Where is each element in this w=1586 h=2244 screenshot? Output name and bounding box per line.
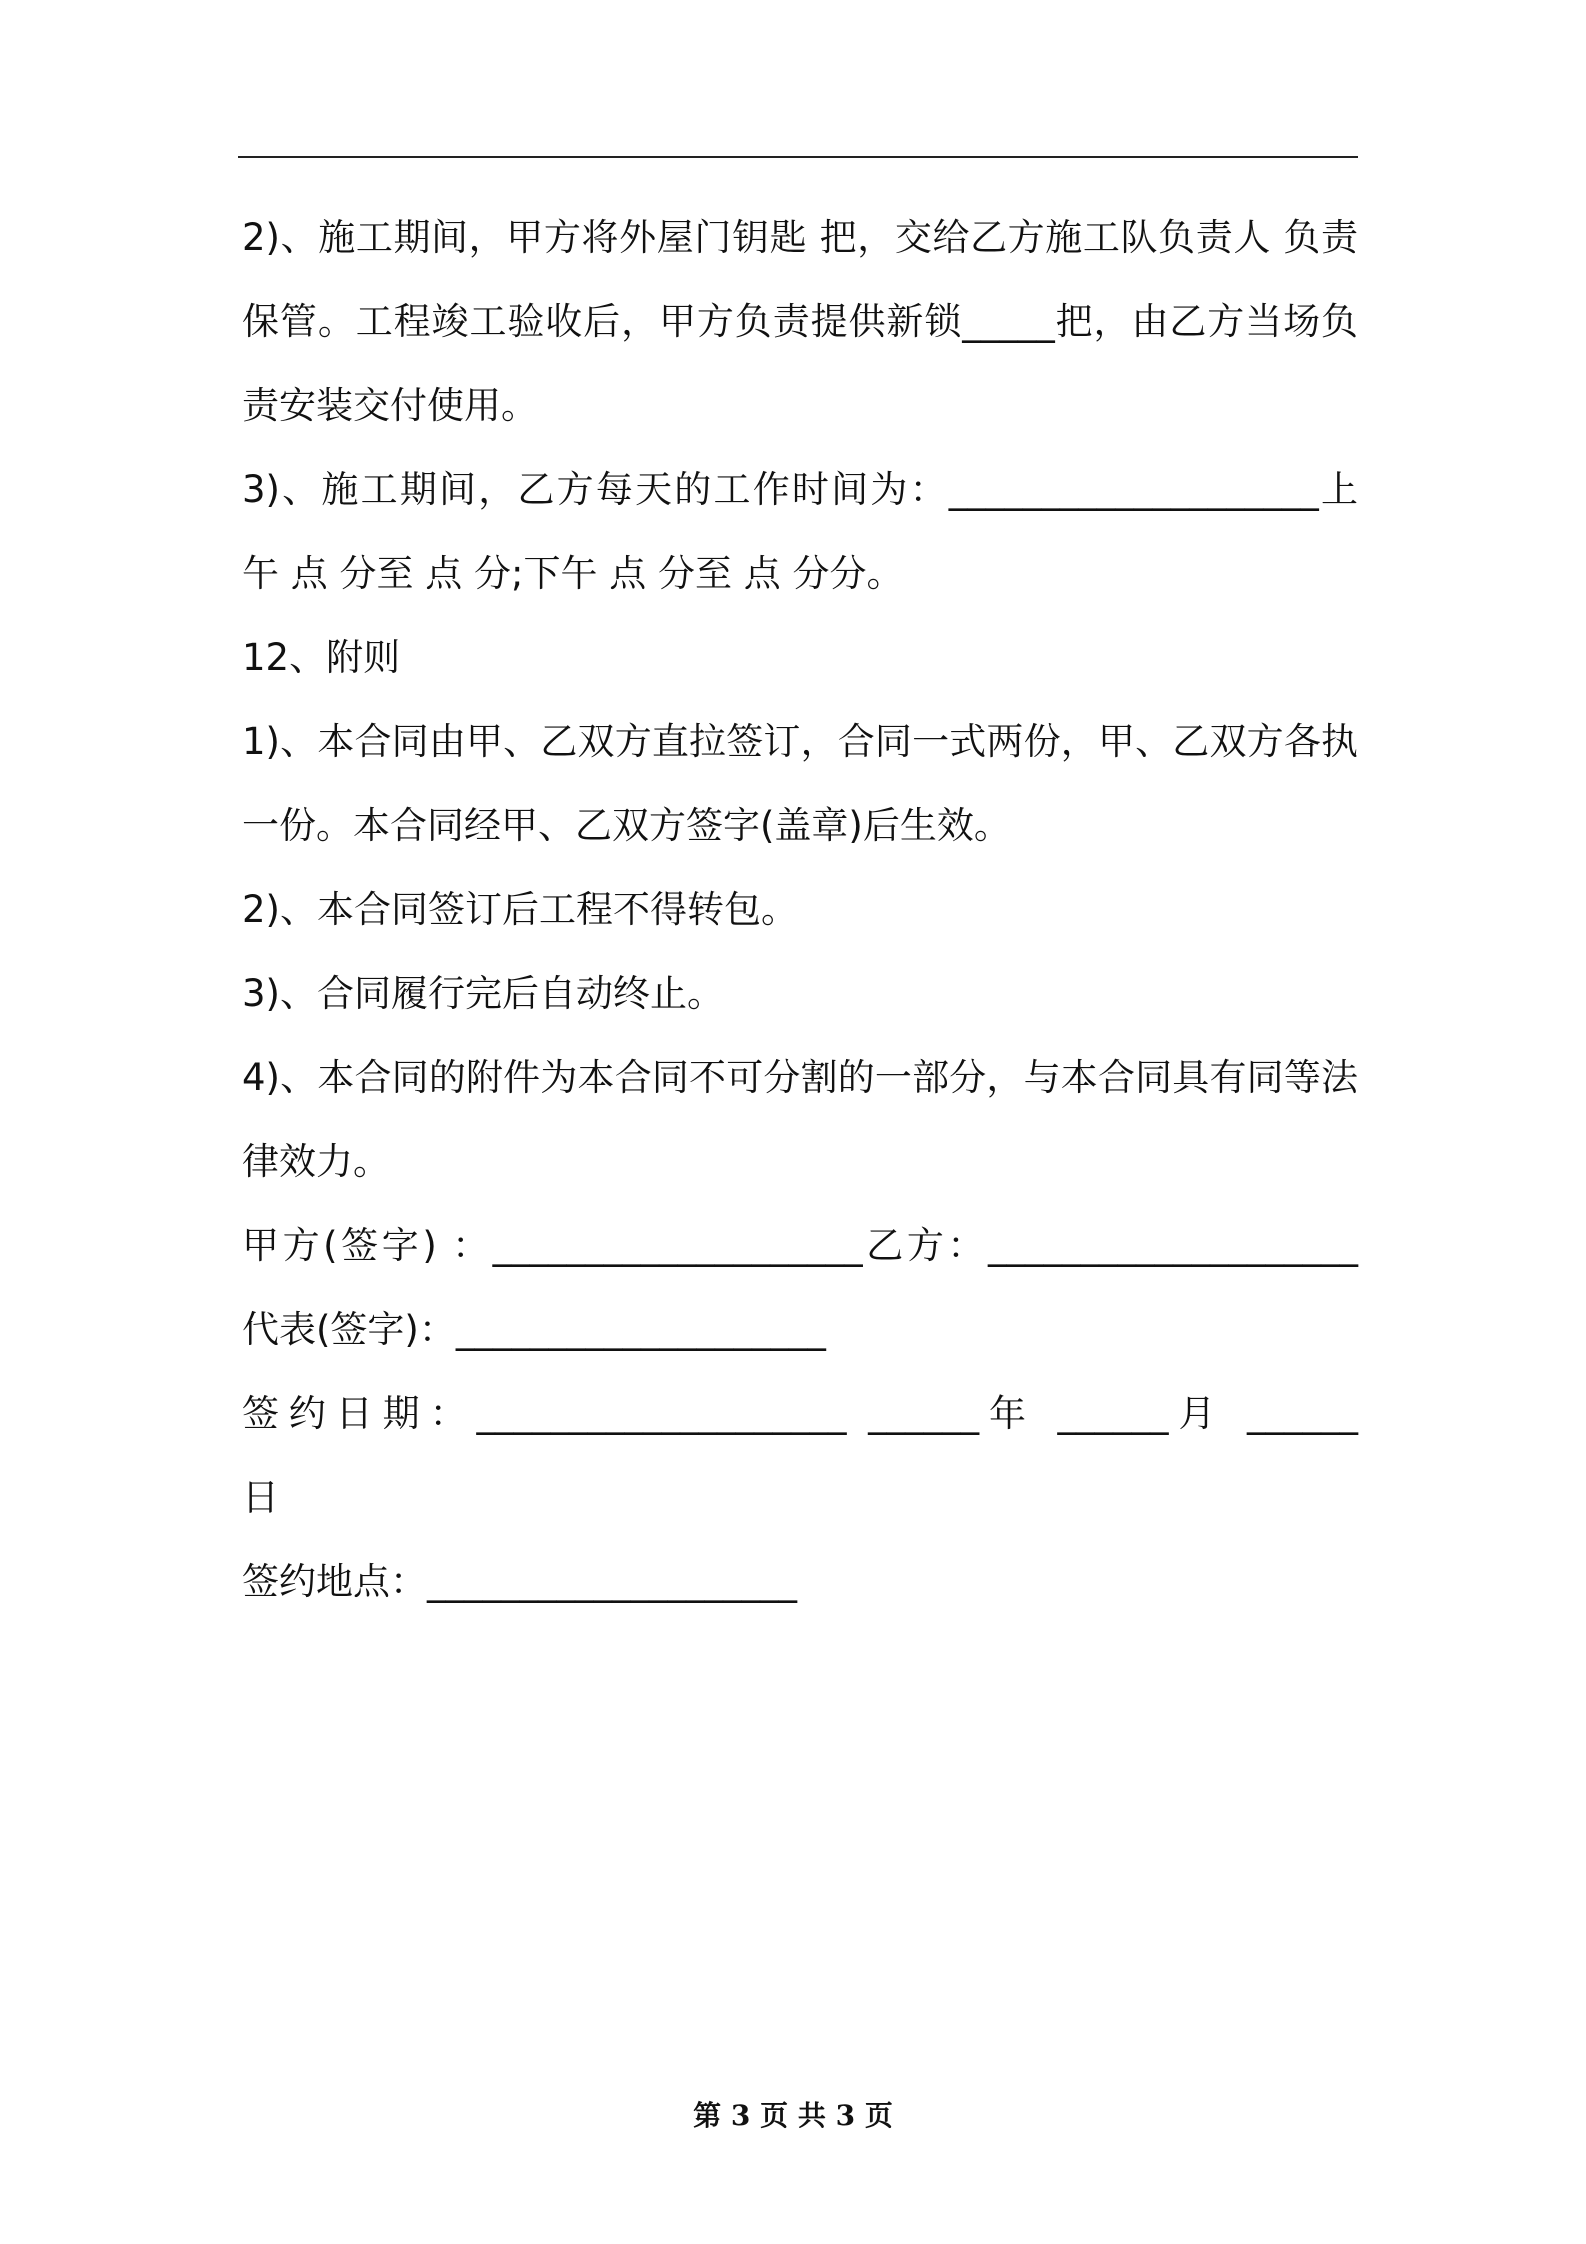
page-footer: 第 3 页 共 3 页 [693,2099,893,2132]
text-line: 2)、本合同签订后工程不得转包。 [242,888,798,931]
text-line: 3)、合同履行完后自动终止。 [242,972,724,1015]
header-rule [238,156,1358,158]
text-line: 律效力。 [242,1140,390,1183]
text-line: 责安装交付使用。 [242,384,538,427]
signature-line-representative: 代表(签字)：____________________ [242,1308,826,1351]
text-line: 1)、本合同由甲、乙双方直拉签订，合同一式两份，甲、乙双方各执 [242,720,1358,763]
text-line: 午 点 分至 点 分;下午 点 分至 点 分分。 [242,552,904,595]
text-line: 一份。本合同经甲、乙双方签字(盖章)后生效。 [242,804,1011,847]
signing-date-day: 日 [242,1476,279,1519]
text-line: 保管。工程竣工验收后，甲方负责提供新锁_____把，由乙方当场负 [242,300,1358,343]
contract-body [242,196,1358,1624]
text-line: 3)、施工期间，乙方每天的工作时间为：____________________上 [242,468,1358,511]
section-heading: 12、附则 [242,636,401,679]
signature-line-parties: 甲方(签字) ：____________________乙方：____________________ [242,1224,1358,1267]
text-line: 2)、施工期间，甲方将外屋门钥匙 把，交给乙方施工队负责人 负责 [242,216,1358,259]
signing-date-line: 签约日期：____________________ ______年 ______月 ______ [242,1392,1358,1435]
signing-place-line: 签约地点：____________________ [242,1560,797,1603]
text-line: 4)、本合同的附件为本合同不可分割的一部分，与本合同具有同等法 [242,1056,1358,1099]
